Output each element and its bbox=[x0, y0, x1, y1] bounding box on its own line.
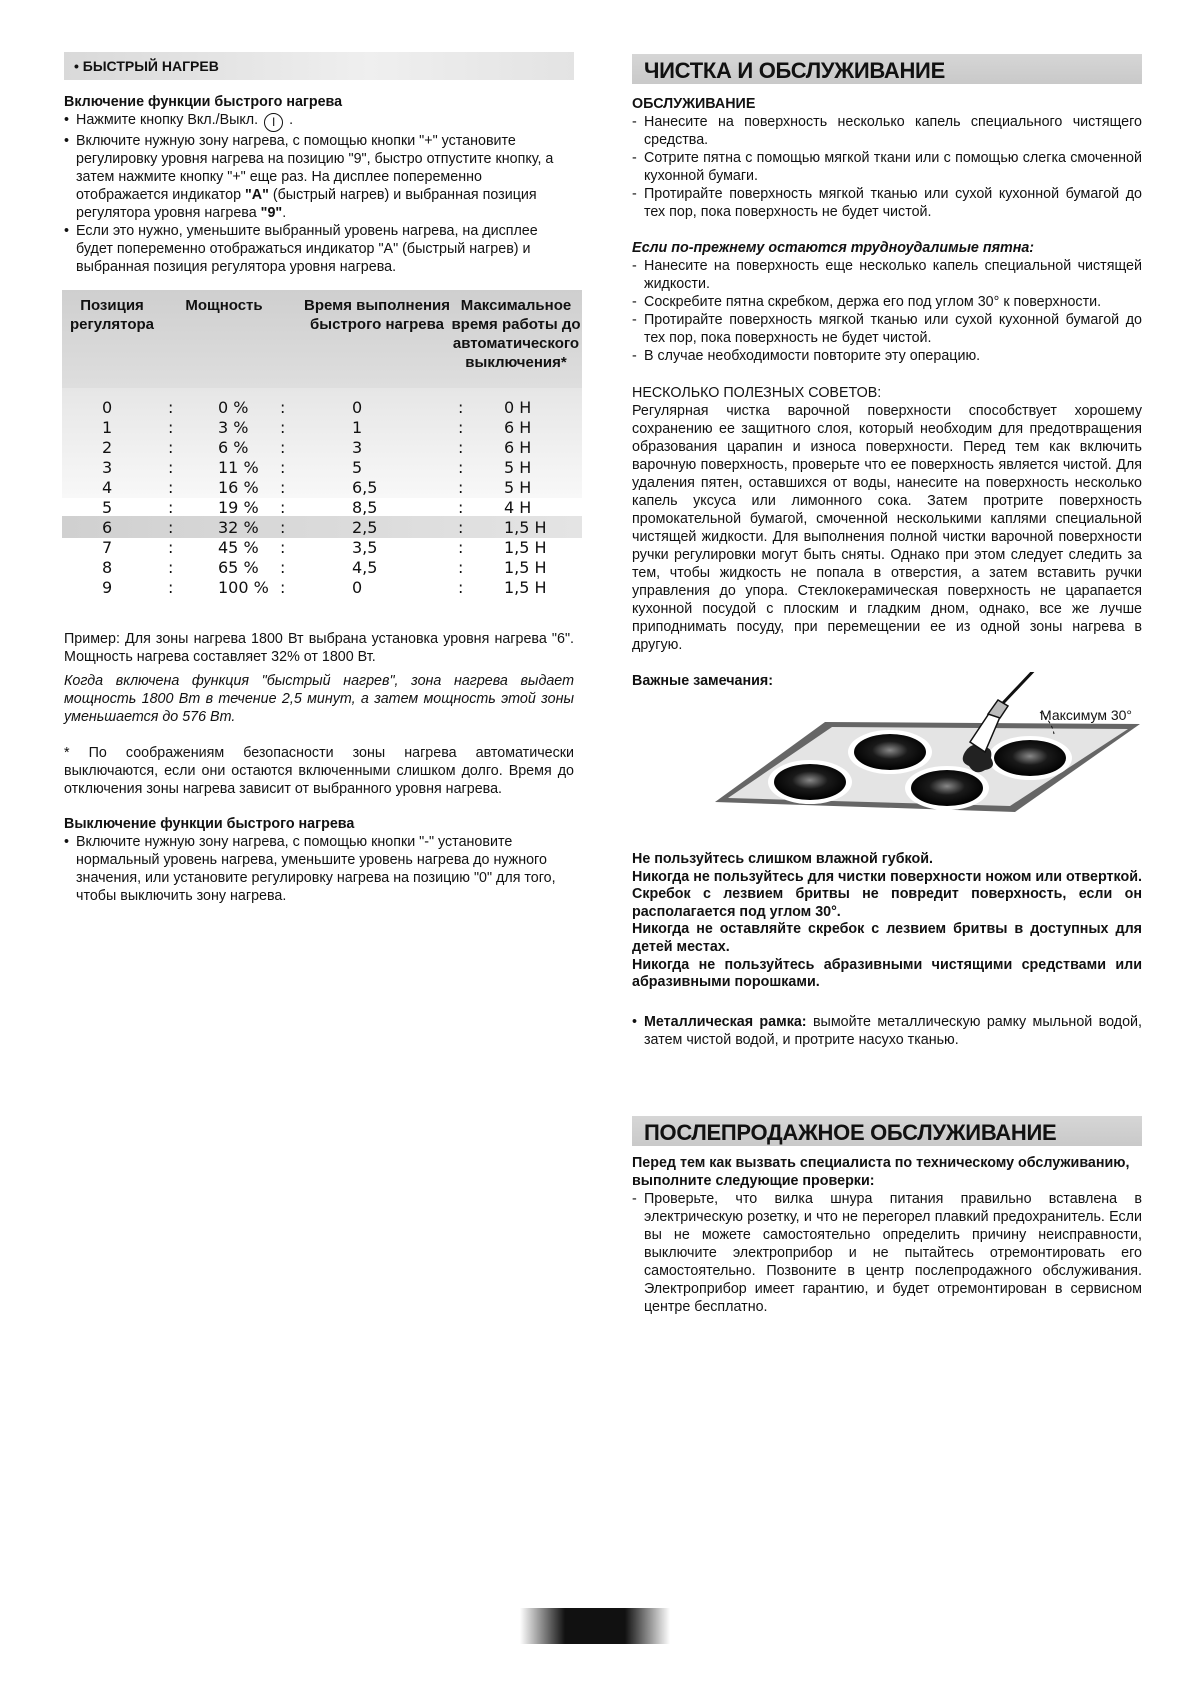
table-cell: : bbox=[168, 518, 174, 537]
table-cell: 2,5 bbox=[352, 518, 378, 537]
table-cell: 3 bbox=[352, 438, 363, 457]
warnings-text: Не пользуйтесь слишком влажной губкой. Никогда не пользуйтесь для чистки поверхности ножом или отверткой. Скребок с лезвием бритвы не повредит поверхность, если он располагается под углом 30°. Никогда не оставляйте скребок с лезвием бритвы в доступных для детей местах. Никогда не пользуйтесь абразивными чистящими средствами или абразивными порошками. bbox=[632, 851, 1142, 991]
power-icon: I bbox=[264, 113, 283, 132]
table-cell: 65 % bbox=[218, 558, 259, 577]
list-item: - Нанесите на поверхность еще несколько капель специальной чистящей жидкости. bbox=[632, 257, 1142, 293]
table-row bbox=[62, 578, 582, 598]
table-cell: : bbox=[168, 458, 174, 477]
stains-title: Если по-прежнему остаются трудноудалимые пятна: bbox=[632, 240, 1035, 256]
table-cell: 0 bbox=[352, 578, 363, 597]
table-cell: : bbox=[168, 438, 174, 457]
table-cell: 32 % bbox=[218, 518, 259, 537]
table-cell: 4 H bbox=[504, 498, 532, 517]
table-row bbox=[62, 478, 582, 498]
table-cell: : bbox=[280, 438, 286, 457]
list-item: • Металлическая рамка: вымойте металлическую рамку мыльной водой, затем чистой водой, и протрите насухо тканью. bbox=[632, 1013, 1142, 1049]
hob-scraper-illustration bbox=[700, 672, 1150, 822]
list-item: • Если это нужно, уменьшите выбранный уровень нагрева, на дисплее будет попеременно отображаться индикатор "A" (быстрый нагрев) и выбранная позиция регулятора уровня нагрева. bbox=[64, 222, 574, 276]
list-item: - Проверьте, что вилка шнура питания правильно вставлена в электрическую розетку, и что не перегорел плавкий предохранитель. Если вы не можете самостоятельно определить причину неисправности, выключите электроприбор и не пытайтесь отремонтировать его самостоятельно. Позвоните в центр послепродажного обслуживания. Электроприбор имеет гарантию, и будет отремонтирован в сервисном центре бесплатно. bbox=[632, 1190, 1142, 1316]
tips-text: Регулярная чистка варочной поверхности способствует хорошему сохранению ее защитного слоя, который необходим для предотвращения образования царапин и износа поверхности. Перед тем как включить варочную поверхность, проверьте что ее поверхность является чистой. Для удаления пятен, оставшихся от воды, нанесите на поверхность несколько капель уксуса или лимонного сока. Затем протрите поверхность промокательной бумагой, смоченной несколькими каплями специальной чистящей жидкости. Для выполнения полной чистки варочной поверхности ручки регулировки могут быть сняты. Однако при этом следует следить за тем, чтобы жидкость не попала в отверстия, а затем вставить ручки управления до упора. Стеклокерамическая поверхность не царапается кухонной посудой с плоским и гладким дном, однако, все же лучше приподнимать посуду, при перемещении ее из одной зоны нагрева в другую. bbox=[632, 403, 1142, 653]
table-cell: 9 bbox=[102, 578, 113, 597]
table-cell: 0 H bbox=[504, 398, 532, 417]
table-cell: : bbox=[458, 438, 464, 457]
table-cell: 6 bbox=[102, 518, 113, 537]
table-row bbox=[62, 498, 582, 518]
table-cell: 45 % bbox=[218, 538, 259, 557]
service-list bbox=[632, 1190, 1142, 1316]
example-text: Пример: Для зоны нагрева 1800 Вт выбрана установка уровня нагрева "6". Мощность нагрева составляет 32% от 1800 Вт. bbox=[64, 631, 574, 665]
table-cell: : bbox=[458, 558, 464, 577]
table-cell: : bbox=[458, 518, 464, 537]
table-cell: : bbox=[168, 478, 174, 497]
table-cell: 5 bbox=[102, 498, 113, 517]
safety-note: * По соображениям безопасности зоны нагрева автоматически выключаются, если они остаются включенными слишком долго. Время до отключения зоны нагрева зависит от выбранного уровня нагрева. bbox=[64, 745, 574, 797]
list-item: - Протирайте поверхность мягкой тканью или сухой кухонной бумагой до тех пор, пока поверхность не будет чистой. bbox=[632, 185, 1142, 221]
table-cell: : bbox=[458, 458, 464, 477]
table-cell: : bbox=[280, 478, 286, 497]
table-row bbox=[62, 438, 582, 458]
list-item: • Включите нужную зону нагрева, с помощью кнопки "-" установите нормальный уровень нагрева, уменьшите уровень нагрева до нужного значения, или установите регулировку нагрева на позицию "0" для того, чтобы выключить зону нагрева. bbox=[64, 833, 574, 905]
table-cell: : bbox=[458, 418, 464, 437]
table-cell: 4 bbox=[102, 478, 113, 497]
table-cell: : bbox=[280, 578, 286, 597]
table-cell: 6,5 bbox=[352, 478, 378, 497]
table-cell: 1,5 H bbox=[504, 558, 547, 577]
table-cell: : bbox=[168, 398, 174, 417]
burner-icon bbox=[988, 736, 1072, 780]
table-cell: : bbox=[280, 558, 286, 577]
list-item: - Протирайте поверхность мягкой тканью или сухой кухонной бумагой до тех пор, пока поверхность не будет чистой. bbox=[632, 311, 1142, 347]
table-cell: 0 % bbox=[218, 398, 249, 417]
stains-list bbox=[632, 257, 1142, 365]
table-cell: 6 H bbox=[504, 418, 532, 437]
table-header-power: Мощность bbox=[185, 297, 263, 314]
table-cell: : bbox=[458, 398, 464, 417]
cleaning-banner bbox=[632, 54, 1142, 84]
table-cell: 19 % bbox=[218, 498, 259, 517]
table-cell: 5 H bbox=[504, 458, 532, 477]
burner-icon bbox=[848, 730, 932, 774]
table-cell: 0 bbox=[102, 398, 113, 417]
table-cell: : bbox=[280, 538, 286, 557]
important-title: Важные замечания: bbox=[632, 673, 774, 689]
quick-heat-banner bbox=[64, 52, 574, 80]
table-cell: 1,5 H bbox=[504, 538, 547, 557]
table-row bbox=[62, 418, 582, 438]
table-cell: : bbox=[458, 578, 464, 597]
table-cell: 3,5 bbox=[352, 538, 378, 557]
table-cell: 8 bbox=[102, 558, 113, 577]
quick-heat-off-title: Выключение функции быстрого нагрева bbox=[64, 816, 355, 832]
angle-label: Максимум 30° bbox=[1040, 707, 1133, 723]
burner-icon bbox=[768, 760, 852, 804]
quick-heat-on-list bbox=[64, 111, 574, 276]
page-number-bar bbox=[520, 1608, 670, 1644]
table-cell: 1,5 H bbox=[504, 518, 547, 537]
list-item: - Соскребите пятна скребком, держа его под углом 30° к поверхности. bbox=[632, 293, 1142, 311]
table-cell: 1 bbox=[102, 418, 113, 437]
table-cell: : bbox=[168, 578, 174, 597]
quick-heat-banner-title: • БЫСТРЫЙ НАГРЕВ bbox=[74, 58, 219, 74]
quick-heat-off-list bbox=[64, 833, 574, 905]
table-cell: : bbox=[168, 558, 174, 577]
table-cell: 6 % bbox=[218, 438, 249, 457]
table-cell: 1 bbox=[352, 418, 363, 437]
list-item: - Сотрите пятна с помощью мягкой ткани или с помощью слегка смоченной кухонной бумаги. bbox=[632, 149, 1142, 185]
table-row bbox=[62, 558, 582, 578]
table-cell: : bbox=[280, 418, 286, 437]
table-cell: : bbox=[458, 478, 464, 497]
after-sales-banner bbox=[632, 1116, 1142, 1146]
burner-icon bbox=[905, 766, 989, 810]
table-row bbox=[62, 398, 582, 418]
list-item: • Включите нужную зону нагрева, с помощью кнопки "+" установите регулировку уровня нагрева на позицию "9", быстро отпустите кнопку, а затем нажмите кнопку "+" еще раз. На дисплее попеременно отображается индикатор "A" (быстрый нагрев) и выбранная позиция регулятора уровня нагрева "9". bbox=[64, 132, 574, 222]
quick-heat-on-title: Включение функции быстрого нагрева bbox=[64, 94, 343, 110]
table-row bbox=[62, 538, 582, 558]
after-sales-banner-title: ПОСЛЕПРОДАЖНОЕ ОБСЛУЖИВАНИЕ bbox=[644, 1120, 1057, 1145]
table-cell: 5 H bbox=[504, 478, 532, 497]
table-cell: 3 % bbox=[218, 418, 249, 437]
frame-list bbox=[632, 1013, 1142, 1049]
table-cell: 5 bbox=[352, 458, 363, 477]
table-cell: 1,5 H bbox=[504, 578, 547, 597]
list-item: • Нажмите кнопку Вкл./Выкл. I . bbox=[64, 111, 574, 132]
table-cell: : bbox=[168, 538, 174, 557]
service-title: Перед тем как вызвать специалиста по техническому обслуживанию, выполните следующие проверки: bbox=[632, 1155, 1130, 1189]
table-cell: 11 % bbox=[218, 458, 259, 477]
table-row bbox=[62, 518, 582, 538]
table-cell: : bbox=[168, 418, 174, 437]
table-cell: 100 % bbox=[218, 578, 269, 597]
table-cell: 16 % bbox=[218, 478, 259, 497]
table-header-quick-time: Время выполнения быстрого нагрева bbox=[303, 297, 450, 333]
table-cell: : bbox=[280, 518, 286, 537]
table-cell: 0 bbox=[352, 398, 363, 417]
quick-heat-table bbox=[62, 290, 582, 610]
list-item: - Нанесите на поверхность несколько капель специального чистящего средства. bbox=[632, 113, 1142, 149]
table-header-max-time: Максимальное время работы до автоматического выключения* bbox=[451, 297, 581, 371]
table-cell: 4,5 bbox=[352, 558, 378, 577]
table-header-position: Позиция регулятора bbox=[70, 297, 154, 333]
table-cell: 7 bbox=[102, 538, 113, 557]
maintenance-title: ОБСЛУЖИВАНИЕ bbox=[632, 96, 756, 112]
example-italic-text: Когда включена функция "быстрый нагрев", зона нагрева выдает мощность 1800 Вт в течение 2,5 минут, а затем мощность этой зоны уменьшается до 576 Вт. bbox=[64, 673, 574, 725]
table-cell: : bbox=[458, 498, 464, 517]
table-cell: 8,5 bbox=[352, 498, 378, 517]
table-cell: : bbox=[458, 538, 464, 557]
table-cell: 3 bbox=[102, 458, 113, 477]
table-cell: 2 bbox=[102, 438, 113, 457]
maintenance-list bbox=[632, 113, 1142, 221]
table-cell: : bbox=[280, 458, 286, 477]
table-cell: 6 H bbox=[504, 438, 532, 457]
table-cell: : bbox=[280, 398, 286, 417]
tips-title: НЕСКОЛЬКО ПОЛЕЗНЫХ СОВЕТОВ: bbox=[632, 385, 882, 401]
table-cell: : bbox=[168, 498, 174, 517]
cleaning-banner-title: ЧИСТКА И ОБСЛУЖИВАНИЕ bbox=[644, 58, 945, 83]
table-cell: : bbox=[280, 498, 286, 517]
list-item: - В случае необходимости повторите эту операцию. bbox=[632, 347, 1142, 365]
table-row bbox=[62, 458, 582, 478]
